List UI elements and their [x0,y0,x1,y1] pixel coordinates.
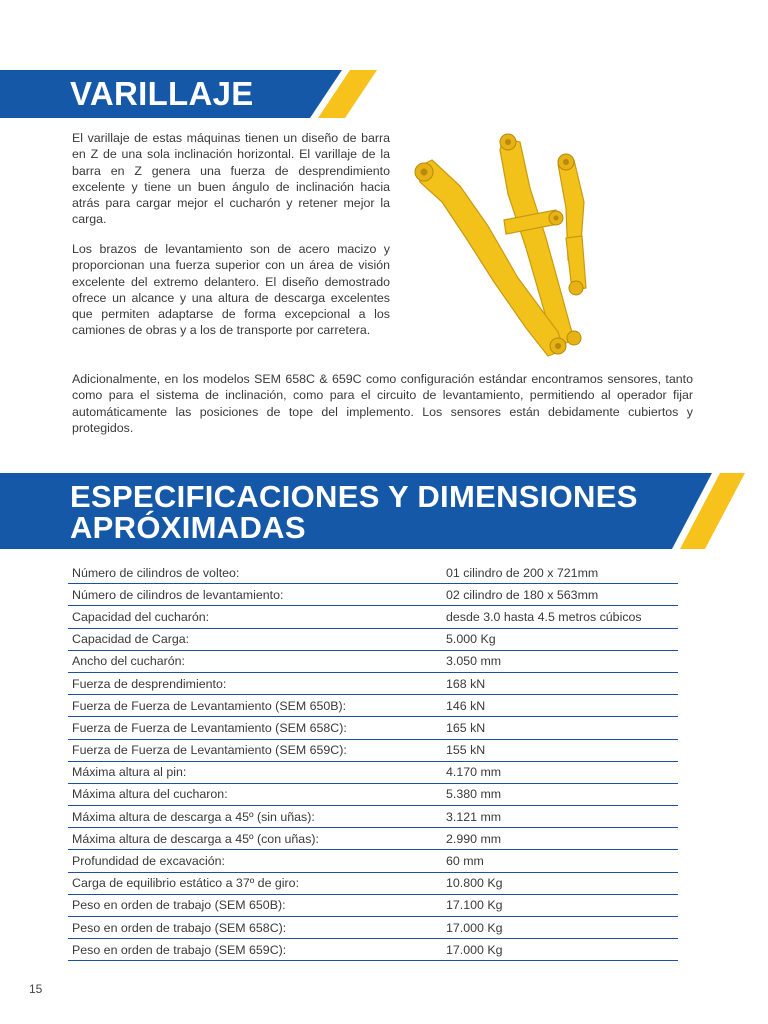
spec-label: Máxima altura de descarga a 45º (sin uñas): [68,806,444,828]
spec-label: Capacidad del cucharón: [68,606,444,628]
spec-label: Peso en orden de trabajo (SEM 650B): [68,894,444,916]
spec-label: Peso en orden de trabajo (SEM 658C): [68,917,444,939]
z-bar-linkage-illustration [408,128,598,360]
spec-label: Capacidad de Carga: [68,628,444,650]
spec-value: 146 kN [444,695,678,717]
spec-value: 10.800 Kg [444,872,678,894]
spec-value: 17.000 Kg [444,939,678,961]
section-title: VARILLAJE [70,75,254,112]
table-row [68,761,678,783]
spec-value: 3.121 mm [444,806,678,828]
spec-value: 5.000 Kg [444,628,678,650]
spec-value: 02 cilindro de 180 x 563mm [444,584,678,606]
page-number: 15 [29,982,43,996]
spec-label: Fuerza de Fuerza de Levantamiento (SEM 650B): [68,695,444,717]
section-title-line-2: APRÓXIMADAS [70,510,306,545]
spec-label: Máxima altura de descarga a 45º (con uñas): [68,828,444,850]
spec-value: 60 mm [444,850,678,872]
spec-value: 2.990 mm [444,828,678,850]
table-row [68,917,678,939]
spec-label: Carga de equilibrio estático a 37º de giro: [68,872,444,894]
spec-value: 4.170 mm [444,761,678,783]
table-row [68,584,678,606]
spec-value: 155 kN [444,739,678,761]
spec-value: 168 kN [444,672,678,694]
table-row [68,695,678,717]
spec-value: 01 cilindro de 200 x 721mm [444,562,678,584]
table-row [68,828,678,850]
spec-label: Máxima altura del cucharon: [68,783,444,805]
spec-value: 3.050 mm [444,650,678,672]
varillaje-banner [0,70,380,118]
table-row [68,717,678,739]
section-title [70,481,638,543]
table-row [68,562,678,584]
section-title-line-1: ESPECIFICACIONES Y DIMENSIONES [70,479,638,514]
table-row [68,806,678,828]
table-row [68,739,678,761]
table-row [68,872,678,894]
spec-label: Fuerza de Fuerza de Levantamiento (SEM 658C): [68,717,444,739]
paragraph-lift-arms: Los brazos de levantamiento son de acero macizo y proporcionan una fuerza superior con un área de visión excelente del extremo delantero. El diseño demostrado ofrece un alcance y una altura de descarga excelentes que permiten adaptarse de forma excepcional a los camiones de obras y a los de transporte por carretera. [72,242,390,338]
specs-table [68,562,678,961]
spec-label: Profundidad de excavación: [68,850,444,872]
spec-value: 165 kN [444,717,678,739]
table-row [68,650,678,672]
table-row [68,628,678,650]
spec-label: Peso en orden de trabajo (SEM 659C): [68,939,444,961]
table-row [68,850,678,872]
paragraph-linkage-design: El varillaje de estas máquinas tienen un diseño de barra en Z de una sola inclinación horizontal. El varillaje de la barra en Z genera una fuerza de desprendimiento excelente y tiene un buen ángulo de inclinación hacia atrás para cargar mejor el cucharón y retener mejor la carga. [72,131,390,227]
spec-value: 5.380 mm [444,783,678,805]
table-row [68,939,678,961]
spec-label: Fuerza de desprendimiento: [68,672,444,694]
spec-label: Máxima altura al pin: [68,761,444,783]
spec-label: Número de cilindros de volteo: [68,562,444,584]
spec-value: 17.100 Kg [444,894,678,916]
spec-value: desde 3.0 hasta 4.5 metros cúbicos [444,606,678,628]
spec-label: Ancho del cucharón: [68,650,444,672]
spec-label: Número de cilindros de levantamiento: [68,584,444,606]
paragraph-sensors: Adicionalmente, en los modelos SEM 658C & 659C como configuración estándar encontramos sensores, tanto como para el sistema de inclinación, como para el circuito de levantamiento, permitiendo al operador fijar automáticamente las posiciones de tope del implemento. Los sensores están debidamente cubiertos y protegidos. [72,372,693,435]
table-row [68,783,678,805]
table-row [68,894,678,916]
spec-label: Fuerza de Fuerza de Levantamiento (SEM 659C): [68,739,444,761]
especificaciones-banner [0,473,750,549]
spec-value: 17.000 Kg [444,917,678,939]
table-row [68,672,678,694]
table-row [68,606,678,628]
